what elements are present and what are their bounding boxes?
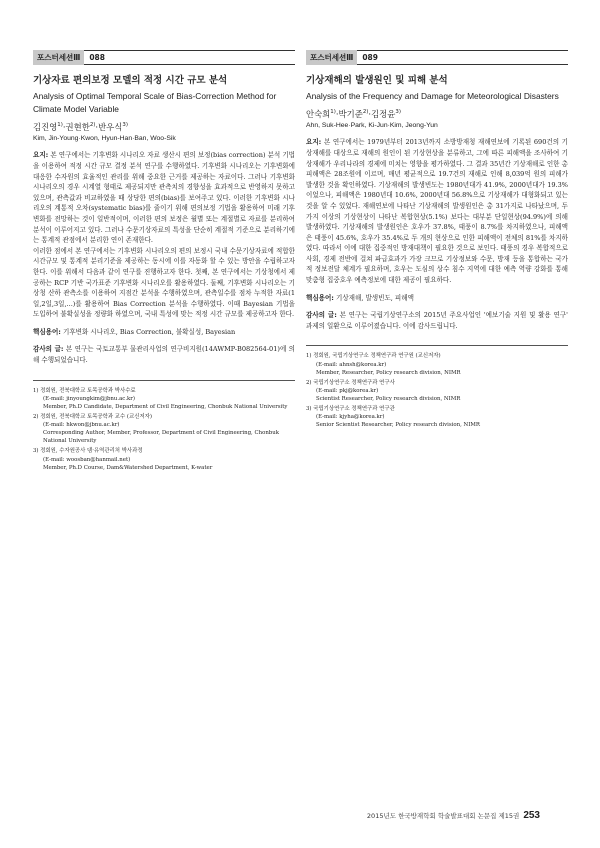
footnote: 3) 정회원, 수자원공사 댐·유역관리처 박사과정 (E-mail: woosban@hanmail.net) Member, Ph.D Course, Dam&Watershed Department, K-water: [33, 448, 213, 471]
authors-korean: 김진영$^{1)}$·권현한$^{2)}$·반우식$^{3)}$: [33, 122, 128, 133]
abstract-paragraph: 요지: 본 연구에서는 기후변화 시나리오 자료 생산시 편의 보정(bias correction) 분석 기법을 이용하여 적정 시간 규모 결정 분석 연구를 수행하였다. 기후변화 시나리오는 기후변화에 대응한 수자원의 효율적인 관리를 위해 중요한 근거를 제공하는 자료이다. 그러나 기후변화 시나리오의 경우 시계열 형태로 제공되지만 관측치의 경향성을 효과적으로 반영하지 못하고 있으며, 관측값과 비교하였을 때 상당한 편의(bias)를 보여주고 있다. 이러한 기후변화 시나리오의 계통적 오차(systematic bias)를 줄이기 위해 편의보정 기법을 활용하여 미래 기후변화를 전망하는 것이 일반적이며, 이러한 편의 보정은 월별 또는 계절별로 자료를 분리하여 분석이 이루어지고 있다. 그러나 수문기상자료의 특성을 단순히 계절적 기준으로 분리하기에는 통계적 관점에서 분리한 연이 존재한다.: [33, 151, 295, 245]
session-number: 088: [89, 53, 105, 62]
acknowledgement-label: 감사의 글:: [306, 311, 337, 320]
footnote: 2) 국립기상연구소 정책연구과 연구사 (E-mail: pkj@korea.kr) Scientist Researcher, Policy research division, NIMR: [306, 379, 461, 402]
footnote: 1) 정회원, 국립기상연구소 정책연구과 연구원 (교신저자) (E-mail: ahnsh@korea.kr) Member, Researcher, Policy research division, NIMR: [306, 353, 461, 376]
article-title-korean: 기상자료 편의보정 모델의 적정 시간 규모 분석: [33, 75, 228, 86]
article-title-korean: 기상재해의 발생원인 및 피해 분석: [306, 75, 448, 86]
article-title-english: Analysis of the Frequency and Damage for Meteorological Disasters: [306, 91, 559, 102]
authors-korean: 안숙희$^{1)}$·박기준$^{2)}$·김정윤$^{3)}$: [306, 109, 401, 120]
footnote: 2) 정회원, 전북대학교 토목공학과 교수 (교신저자) (E-mail: hkwon@jbnu.ac.kr) Corresponding Author, Member, Professor, Department of Civil Engineering, Chonbuk National University: [33, 413, 279, 445]
session-tag: 포스터세션Ⅲ: [306, 50, 357, 65]
keywords-label: 핵심용어:: [33, 327, 61, 336]
session-header: [306, 50, 568, 65]
footnote: 3) 국립기상연구소 정책연구과 연구관 (E-mail: kjyha@korea.kr) Senior Scientist Researcher, Policy research division, NIMR: [306, 406, 480, 429]
abstract-label: 요지:: [33, 151, 49, 160]
author-name: 권현한: [65, 122, 90, 133]
acknowledgement: 감사의 글: 본 연구는 국토교통부 물관리사업의 연구비지원(14AWMP-B082564-01)에 의해 수행되었습니다.: [33, 345, 295, 365]
footnotes: [33, 380, 295, 472]
keywords-label: 핵심용어:: [306, 293, 334, 302]
article-088: [33, 50, 295, 474]
author-name: 김정윤: [371, 109, 396, 120]
author-affiliation-mark: 1): [57, 122, 63, 129]
footnote: 1) 정회원, 전북대학교 토목공학과 박사수료 (E-mail: jinyoungkim@jbnu.ac.kr) Member, Ph.D Candidate, Department of Civil Engineering, Chonbuk National University: [33, 387, 288, 410]
article-089: [306, 50, 568, 431]
abstract-label: 요지:: [306, 138, 322, 147]
author-name: 김진영: [33, 122, 58, 133]
author-name: 박기준: [338, 109, 363, 120]
acknowledgement-label: 감사의 글:: [33, 345, 64, 354]
author-name: 안숙희: [306, 109, 331, 120]
authors-english: Ahn, Suk-Hee·Park, Ki-Jun·Kim, Jeong-Yun: [306, 122, 438, 130]
keywords: 핵심용어: 기상재해, 발생빈도, 피해액: [306, 293, 414, 302]
journal-name: 2015년도 한국방재학회 학술발표대회 논문집 제15권: [366, 812, 520, 820]
page-number: 253: [523, 810, 540, 821]
author-affiliation-mark: 3): [395, 109, 401, 116]
abstract-paragraph: 요지: 본 연구에서는 1979년부터 2013년까지 소방방재청 재해연보에 기록된 690건의 기상재해를 대상으로 재해의 원인이 된 기상현상을 분류하고, 그에 따른 피해액을 조사하여 기상재해가 우리나라의 경제에 미치는 영향을 평가하였다. 그 결과 35년간 기상재해로 인한 총 피해액은 28조원에 이르며, 매년 평균적으로 19.7건의 재해로 인해 8,039억 원의 피해가 발생한 것을 확인하였다. 기상재해의 발생빈도는 1980년대가 41.9%, 2000년대가 19.3%이었으나, 피해액은 1980년대 10.6%, 2000년대 56.8%으로 기상재해가 대형화되고 있는 것을 알 수 있었다. 재해연보에 나타난 기상재해의 발생원인은 총 31가지로 나타났으며, 두 가지 이상의 기상현상이 나타난 복합현상(5.1%) 보다는 대부분 단일현상(94.9%)에 의해 발생하였다. 기상재해의 발생원인은 호우가 37.8%, 태풍이 8.7%를 차지하였으나, 피해액은 태풍이 45.6%, 호우가 35.4%로 두 개의 현상으로 인한 피해액이 전체의 81%를 차지하였다. 따라서 이에 대한 집중적인 방재대책이 필요한 것으로 보인다. 태풍의 경우 복합적으로 사회, 경제 전반에 걸쳐 파급효과가 가장 크므로 기상정보와 수문, 방재 등을 통합하는 국가적 정보전달 체계가 필요하며, 호우는 도심의 상수 침수 지역에 대한 예측 역량 강화를 통해 맞춤형 집중호우 예측정보에 대한 제공이 필요하다.: [306, 138, 568, 285]
author-affiliation-mark: 1): [330, 109, 336, 116]
session-header: [33, 50, 295, 65]
authors-english: Kim, Jin-Young·Kwon, Hyun-Han·Ban, Woo-Sik: [33, 135, 176, 143]
article-title-english: Analysis of Optimal Temporal Scale of Bias-Correction Method for Climate Model Variable: [33, 91, 277, 115]
keywords: 핵심용어: 기후변화 시나리오, Bias Correction, 불확실성, Bayesian: [33, 327, 236, 336]
page-footer: [367, 810, 540, 821]
acknowledgement: 감사의 글: 본 연구는 국립기상연구소의 2015년 주요사업인 '예보기술 지원 및 활용 연구' 과제의 일환으로 이루어졌습니다. 이에 감사드립니다.: [306, 311, 568, 330]
author-affiliation-mark: 2): [89, 122, 96, 129]
footnotes: [306, 345, 568, 429]
author-affiliation-mark: 2): [362, 109, 369, 116]
author-affiliation-mark: 3): [122, 122, 128, 129]
session-number: 089: [362, 53, 378, 62]
abstract-paragraph: 이러한 점에서 본 연구에서는 기후변화 시나리오의 편의 보정시 국내 수문기상자료에 적합한 시간규모 및 통계적 분리기준을 제공하는 동시에 이를 자동화 할 수 있는 방안을 수립하고자 한다. 이를 위해서 다음과 같이 연구를 진행하고자 한다. 첫째, 본 연구에서는 기상청에서 제공하는 RCP 기반 국가표준 기후변화 시나리오를 활용하였다. 둘째, 기후변화 시나리오는 기상청 산하 관측소를 이용하여 지점간 분석을 수행하였으며, 관측일수를 점차 누적한 자료(1일,2일,3일,...)를 활용하여 Bias Correction 분석을 수행하였다. 이때 Bayesian 기법을 도입하여 불확실성을 정량화 하였으며, 국내 특성에 맞는 적정 시간 규모를 제공하고자 한다.: [33, 246, 295, 319]
session-tag: 포스터세션Ⅲ: [33, 50, 84, 65]
author-name: 반우식: [98, 122, 123, 133]
